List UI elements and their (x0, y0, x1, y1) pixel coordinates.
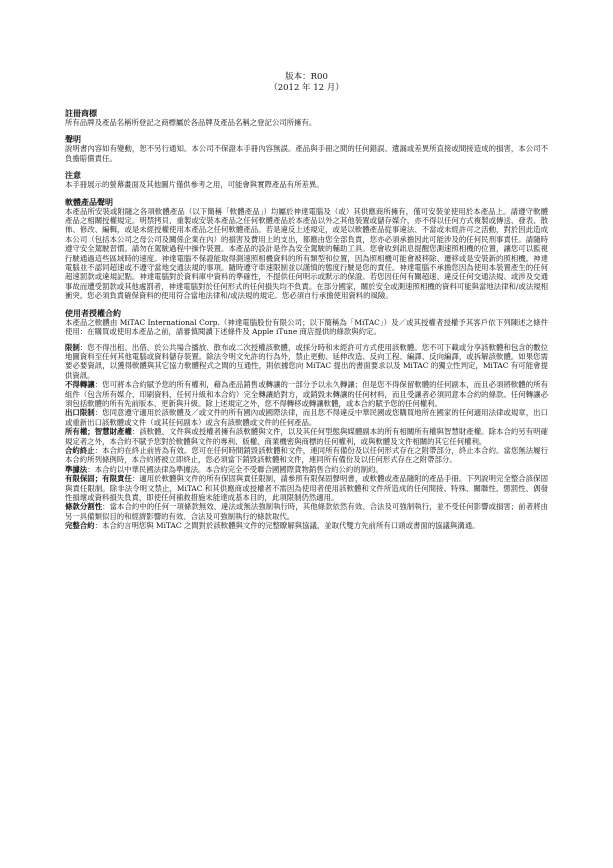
clause-title: 有限保固；有限責任 (65, 474, 132, 484)
clause-export (65, 408, 548, 427)
clause-text: ：當本合約中的任何一項條款無效、違法或無法強制執行時，其他條款依然有效、合法及可強制執行，並不受任何影響或損害；前者將由另一具備類似目的和經濟影響的有效、合法及可強制執行的條款取代。 (65, 502, 548, 521)
section-trademark (65, 108, 548, 127)
section-text: 所有品牌及產品名稱所登記之商標屬於各品牌及產品名稱之登記公司所擁有。 (65, 118, 317, 127)
version-label: 版本：R00 (285, 72, 328, 82)
clause-text: ：您可將本合約賦予您的所有權利，藉為產品銷售或轉讓的一部分予以永久轉讓；但是您不得保留軟體的任何副本，而且必須將軟體的所有組件（包含所有媒介、印刷資料、任何升級和本合約）完全轉讓給對方，或銷毀未轉讓的任何材料，而且受讓者必須同意本合約的條款。任何轉讓必須包括軟體的所有先前版本、更新與升級。除上述規定之外，您不得轉移或轉讓軟體，或本合約賦予您的任何權利。 (65, 380, 548, 408)
clause-ownership (65, 427, 548, 446)
section-text: 說明書內容如有變動，恕不另行通知。本公司不保證本手冊內容無誤。產品與手冊之間的任何錯誤、遺漏或差異所直接或間接造成的損害，本公司不負擔賠償責任。 (65, 144, 548, 163)
clause-text: ：本合約言明您與 MiTAC 之間對於該軟體與文件的完整瞭解與協議，並取代雙方先前所有口頭或書面的協議與溝通。 (94, 521, 480, 531)
clause-title: 限制 (65, 342, 80, 352)
clause-restrictions (65, 343, 548, 381)
clause-text: ：適用於軟體與文件的所有保固與責任限制，請參照有限保固聲明書，或軟體或產品隨附的產品手冊。下列說明完全整合該保固與責任限制。除非法令明文禁止，MiTAC 和其供應商或授權者不需因為使用者使用該軟體和文件所造成的任何間接、特殊、關聯性、懲罰性、偶發性損壞或資料損失負責，即使任何補救措施未能達成基本目的，此項限制仍然適用。 (65, 474, 548, 502)
clause-text: ：您不得出租、出借、於公共場合播放、散布或二次授權該軟體，或採分時和未經許可方式使用該軟體。您不可下載或分享該軟體和包含的數位地圖資料至任何其他電腦或資料儲存裝置。除法令明文允許的行為外，禁止更動、延伸改造、反向工程、編譯、反向編譯，或拆解該軟體。如果您需要必要資訊，以獲得軟體與其它協力軟體程式之間的互通性，則依據您向 MiTAC 提出的書面要求以及 MiTAC 的獨立性判定，MiTAC 有可能會提供資訊。 (65, 342, 548, 380)
section-disclaimer (65, 134, 548, 163)
section-text: 本手冊展示的螢幕畫面及其他圖片僅供參考之用，可能會與實際產品有所差異。 (65, 180, 324, 190)
section-text: 本產品之軟體由 MiTAC International Corp.（神達電腦股份有限公司；以下簡稱為「MiTAC」）及／或其授權者授權予其客戶依下列陳述之條件使用：在購買或使用本產品之前，請審慎閱讀下述條件及 Apple iTune 商店提供的條款與約定。 (65, 317, 548, 337)
date-label: （2012 年 12 月） (269, 83, 344, 93)
clause-termination (65, 446, 548, 465)
section-title: 軟體產品聲明 (65, 196, 113, 207)
document-header (65, 72, 548, 94)
clause-title: 完整合約 (65, 521, 95, 531)
clause-title: 合約終止 (65, 445, 95, 455)
license-clauses (65, 343, 548, 531)
section-title: 注意 (65, 170, 81, 181)
section-note (65, 170, 548, 189)
clause-text: ：您同意遵守適用於該軟體及／或文件的所有國內或國際法律，而且您不得違反中華民國或您購買地所在國家的任何適用法律或規章，出口或重新出口該軟體或文件（或其任何副本）或含有該軟體或文件的任何產品。 (65, 408, 548, 427)
clause-title: 所有權；智慧財產權 (65, 427, 132, 437)
section-software-statement (65, 197, 548, 301)
clause-title: 不得轉讓 (65, 380, 95, 390)
clause-title: 條款分割性 (65, 502, 103, 512)
clause-text: ：本合約以中華民國法律為準據法。本合約完全不受聯合國國際貨物銷售合約公約的制約。 (87, 464, 383, 474)
clause-limited-warranty (65, 474, 548, 502)
clause-no-transfer (65, 380, 548, 408)
clause-text: ：本合約在終止前皆為有效。您可在任何時間銷毀該軟體和文件，連同所有備份及以任何形式存在之附帶部分，終止本合約。當您無法履行本合約所列條例時，本合約將被立即終止，您必須當下銷毀該軟體和文件，連同所有備份及以任何形式存在之附帶部分。 (65, 445, 548, 465)
section-title: 註冊商標 (65, 108, 97, 118)
clause-text: ：該軟體、文件與或授權者擁有該軟體與文件，以及其任何型態與媒體副本的所有相關所有權與智慧財產權。除本合約另有明確規定者之外，本合約不賦予您對於軟體與文件的專利、版權、商業機密與商標的任何權利，或與軟體及文件相關的其它任何權利。 (65, 427, 548, 446)
section-license-agreement (65, 308, 548, 337)
document-page (65, 72, 548, 531)
section-title: 聲明 (65, 134, 81, 145)
clause-title: 出口限制 (65, 408, 95, 418)
clause-entire-agreement (65, 521, 548, 530)
section-title: 使用者授權合約 (65, 307, 121, 318)
clause-severability (65, 502, 548, 521)
section-text: 本產品所安裝或附隨之各項軟體產品（以下簡稱「軟體產品」）均屬於神達電腦及（或）其供應商所擁有，僅可安裝並使用於本產品上。請遵守軟體產品之相關授權規定。明禁拷貝、重製或安裝本產品之任何軟體產品於本產品以外之其他裝置或儲存媒介，亦不得以任何方式複製或傳送、發表、散佈、修改、編輯，或是未經授權使用本產品之任何軟體產品。若是違反上述規定，或是以軟體產品從事違法、不當或未經許可之活動，對於因此造成本公司（包括本公司之母公司及關係企業在內）的損害及費用上的支出，都應由您全部負責，您亦必須承擔因此可能涉及的任何民刑事責任。請隨時遵守安全駕駛習慣。請勿在駕駛過程中操作裝置。本產品的設計是作為安全駕駛的輔助工具。您會收到訊息提醒您測速照相機的位置，讓您可以監視行駛通過這些區域時的速度。神達電腦不保證能取得測速照相機資料的所有類型和位置，因為照相機可能會被移除、遷移或是安裝新的照相機。神達電腦並不認同超速或不遵守當地交通法規的事項。隨時遵守車速限制並以謹慎的態度行駛是您的責任。神達電腦不承擔您因為使用本裝置產生的任何超速罰款或違規記點。神達電腦對於資料庫中資料的準確性，不提供任何明示或默示的保證。若您因任何有關超速、違反任何交通法規、或涉及交通事故而遭受罰款或其他處罰者，神達電腦對於任何形式的任何損失均不負責。在部分國家，關於安全或測速照相機的資料可能與當地法律和/或法規相衝突。您必須負責確保資料的使用符合當地法律和/或法規的規定。您必須自行承擔使用資料的風險。 (65, 206, 548, 301)
clause-title: 準據法 (65, 464, 88, 474)
clause-governing-law (65, 465, 548, 474)
